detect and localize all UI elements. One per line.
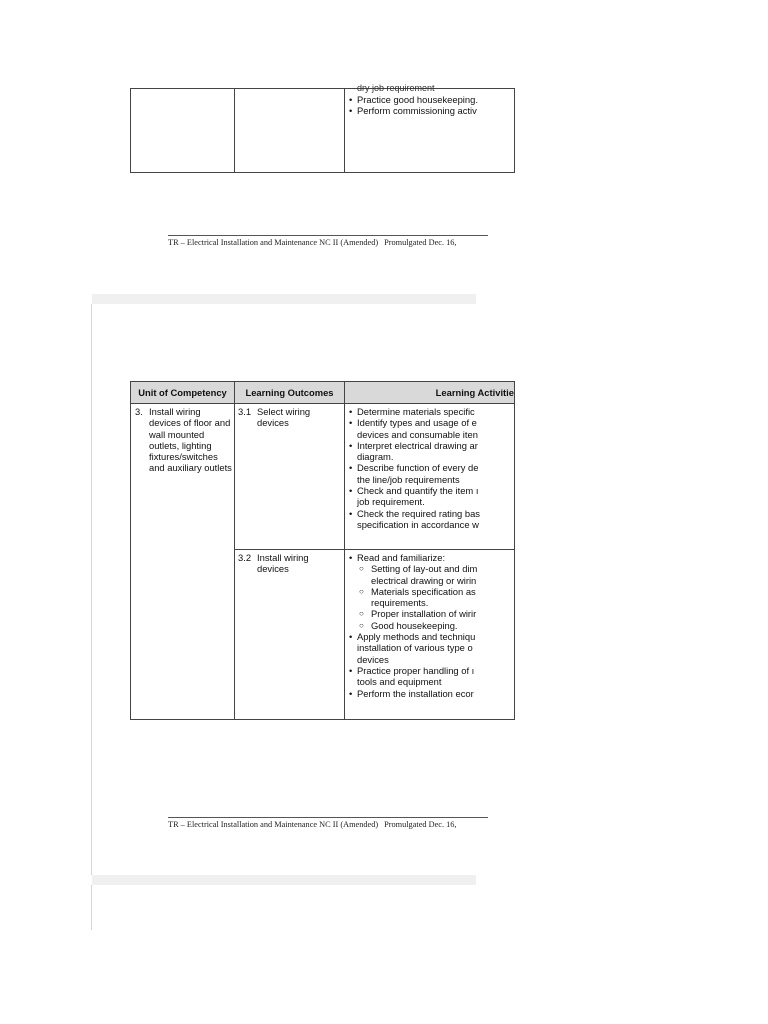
outcome-number: 3.2	[238, 552, 252, 563]
page-1-activity-list	[345, 89, 514, 117]
header-learning-activities: Learning Activitie	[345, 382, 515, 404]
footer-title: TR – Electrical Installation and Maintenance NC II (Amended)	[168, 238, 379, 247]
sub-activity-item: requirements.	[371, 597, 429, 609]
unit-number: 3.	[135, 406, 143, 417]
activity-item: devices	[357, 653, 389, 665]
sub-activity-item: electrical drawing or wirin	[371, 574, 477, 586]
unit-cell	[131, 404, 235, 720]
activities-cell-3-2	[345, 550, 515, 720]
page-2-footer	[168, 820, 456, 829]
sub-activity-item: ○ Materials specification as	[345, 586, 514, 597]
activity-item: • Identify types and usage of e	[345, 417, 514, 428]
page-1	[92, 83, 478, 294]
activity-item: • Apply methods and techniqu	[345, 631, 514, 642]
unit-cell-empty	[131, 89, 235, 173]
outcome-cell-empty	[235, 89, 345, 173]
activity-item: • Describe function of every de	[345, 462, 514, 473]
activity-item: tools and equipment	[357, 676, 442, 688]
activity-list-3-1	[345, 404, 514, 530]
page-2	[92, 304, 514, 875]
sub-activity-item: ○ Good housekeeping.	[345, 620, 514, 631]
footer-promulgated: Promulgated Dec. 16,	[384, 820, 457, 829]
competency-table	[130, 381, 515, 720]
outcome-cell-3-2	[235, 550, 345, 720]
activity-item: • Determine materials specific	[345, 406, 514, 417]
page-1-footer	[168, 238, 456, 247]
activity-item: the line/job requirements	[357, 473, 460, 485]
activity-item: job requirement.	[357, 496, 425, 508]
footer-rule	[168, 817, 488, 818]
activities-cell	[345, 83, 515, 173]
outcome-text: Install wiring devices	[257, 552, 309, 575]
activity-item: • Interpret electrical drawing ar	[345, 440, 514, 451]
activity-item: devices and consumable iten	[357, 428, 478, 440]
activity-item: diagram.	[357, 451, 394, 463]
footer-rule	[168, 235, 488, 236]
activity-item: • Check the required rating bas	[345, 508, 514, 519]
outcome-number: 3.1	[238, 406, 252, 417]
outcome-cell-3-1	[235, 404, 345, 550]
activity-item: • Read and familiarize:	[345, 552, 514, 563]
page-gap	[92, 294, 476, 304]
sub-activity-item: ○ Setting of lay-out and dim	[345, 563, 514, 574]
activity-item: installation of various type o	[357, 642, 473, 654]
footer-promulgated: Promulgated Dec. 16,	[384, 238, 457, 247]
unit-text: Install wiring devices of floor and wall mounted outlets, lighting fixtures/switches and auxiliary outlets	[149, 406, 232, 474]
header-learning-outcomes: Learning Outcomes	[235, 382, 345, 404]
sub-activity-item: ○ Proper installation of wirir	[345, 608, 514, 619]
activity-item: • Practice good housekeeping.	[345, 94, 514, 105]
page-1-table	[130, 83, 515, 173]
footer-title: TR – Electrical Installation and Maintenance NC II (Amended)	[168, 820, 379, 829]
activity-item: • Check and quantify the item ı	[345, 485, 514, 496]
activity-list-3-2	[345, 550, 514, 699]
activity-item: • Practice proper handling of ı	[345, 665, 514, 676]
page-3	[92, 885, 476, 930]
header-unit-of-competency: Unit of Competency	[131, 382, 235, 404]
partial-line: dry job requirement	[357, 83, 435, 93]
activity-item: specification in accordance w	[357, 518, 479, 530]
page-gap	[92, 875, 476, 885]
activity-item: • Perform commissioning activ	[345, 105, 514, 116]
outcome-text: Select wiring devices	[257, 406, 311, 429]
activity-item: • Perform the installation ecor	[345, 688, 514, 699]
activities-cell-3-1	[345, 404, 515, 550]
